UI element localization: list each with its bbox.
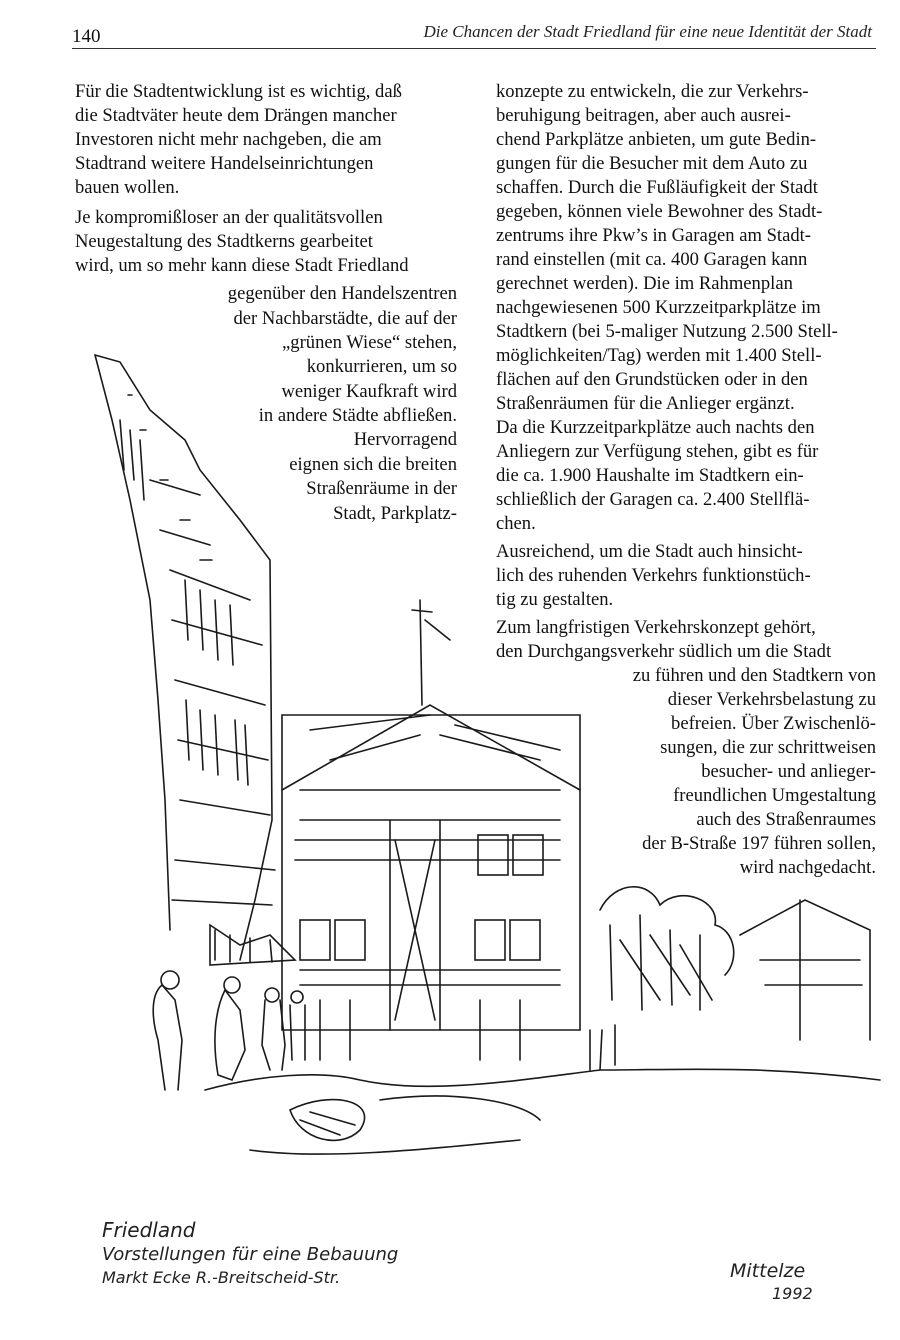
paragraph-line: nachgewiesenen 500 Kurzzeitparkplätze im bbox=[496, 297, 821, 318]
paragraph-line: gerechnet werden). Die im Rahmenplan bbox=[496, 273, 793, 294]
paragraph-line: weniger Kaufkraft wird bbox=[281, 381, 457, 402]
paragraph-line: eignen sich die breiten bbox=[289, 454, 457, 475]
paragraph-line: zentrums ihre Pkw’s in Garagen am Stadt- bbox=[496, 225, 811, 246]
paragraph-line: Straßenräume in der bbox=[306, 478, 457, 499]
paragraph-line: Straßenräumen für die Anlieger ergänzt. bbox=[496, 393, 795, 414]
paragraph-line: Stadt, Parkplatz- bbox=[333, 503, 457, 524]
paragraph-line: bauen wollen. bbox=[75, 177, 180, 198]
paragraph-line: konzepte zu entwickeln, die zur Verkehrs- bbox=[496, 81, 809, 102]
paragraph-line: „grünen Wiese“ stehen, bbox=[282, 332, 457, 353]
sketch-caption-line: Markt Ecke R.-Breitscheid-Str. bbox=[102, 1268, 341, 1287]
paragraph-line: konkurrieren, um so bbox=[306, 356, 457, 377]
page-number: 140 bbox=[72, 26, 101, 47]
sketch-caption-line: Vorstellungen für eine Bebauung bbox=[102, 1244, 399, 1265]
running-head: Die Chancen der Stadt Friedland für eine neue Identität der Stadt bbox=[423, 22, 872, 41]
paragraph-line: sungen, die zur schrittweisen bbox=[660, 737, 876, 758]
paragraph-line: schaffen. Durch die Fußläufigkeit der Stadt bbox=[496, 177, 818, 198]
artist-signature: Mittelze bbox=[730, 1260, 806, 1282]
paragraph-line: chen. bbox=[496, 513, 536, 534]
paragraph-line: flächen auf den Grundstücken oder in den bbox=[496, 369, 808, 390]
paragraph-line: in andere Städte abfließen. bbox=[258, 405, 457, 426]
paragraph-line: Da die Kurzzeitparkplätze auch nachts den bbox=[496, 417, 815, 438]
paragraph-line: Investoren nicht mehr nachgeben, die am bbox=[75, 129, 382, 150]
paragraph-line: dieser Verkehrsbelastung zu bbox=[667, 689, 876, 710]
paragraph-line: Ausreichend, um die Stadt auch hinsicht- bbox=[496, 541, 803, 562]
paragraph-line: freundlichen Umgestaltung bbox=[673, 785, 876, 806]
paragraph-line: tig zu gestalten. bbox=[496, 589, 614, 610]
paragraph-line: Anliegern zur Verfügung stehen, gibt es für bbox=[496, 441, 819, 462]
paragraph-line: Je kompromißloser an der qualitätsvollen bbox=[75, 207, 383, 228]
paragraph-line: Hervorragend bbox=[353, 429, 457, 450]
paragraph-line: Stadtkern (bei 5-maliger Nutzung 2.500 Stell- bbox=[496, 321, 838, 342]
paragraph-line: beruhigung beitragen, aber auch ausrei- bbox=[496, 105, 791, 126]
paragraph-line: chend Parkplätze anbieten, um gute Bedin- bbox=[496, 129, 817, 150]
signature-year: 1992 bbox=[772, 1284, 813, 1303]
paragraph-line: wird, um so mehr kann diese Stadt Friedland bbox=[75, 255, 409, 276]
paragraph-line: der Nachbarstädte, die auf der bbox=[233, 308, 457, 329]
paragraph-line: wird nachgedacht. bbox=[739, 857, 876, 878]
paragraph-line: gegenüber den Handelszentren bbox=[227, 283, 457, 304]
paragraph-line: Für die Stadtentwicklung ist es wichtig, daß bbox=[75, 81, 402, 102]
paragraph-line: besucher- und anlieger- bbox=[701, 761, 876, 782]
paragraph-line: gungen für die Besucher mit dem Auto zu bbox=[496, 153, 808, 174]
sketch-caption-title: Friedland bbox=[102, 1218, 196, 1242]
paragraph-line: zu führen und den Stadtkern von bbox=[632, 665, 876, 686]
paragraph-line: lich des ruhenden Verkehrs funktionstüch- bbox=[496, 565, 811, 586]
paragraph-line: Neugestaltung des Stadtkerns gearbeitet bbox=[75, 231, 373, 252]
paragraph-line: der B-Straße 197 führen sollen, bbox=[642, 833, 876, 854]
paragraph-line: Zum langfristigen Verkehrskonzept gehört, bbox=[496, 617, 816, 638]
paragraph-line: Stadtrand weitere Handelseinrichtungen bbox=[75, 153, 374, 174]
paragraph-line: möglichkeiten/Tag) werden mit 1.400 Stell- bbox=[496, 345, 822, 366]
paragraph-line: die ca. 1.900 Haushalte im Stadtkern ein- bbox=[496, 465, 804, 486]
paragraph-line: den Durchgangsverkehr südlich um die Stadt bbox=[496, 641, 832, 662]
paragraph-line: die Stadtväter heute dem Drängen mancher bbox=[75, 105, 397, 126]
paragraph-line: gegeben, können viele Bewohner des Stadt- bbox=[496, 201, 823, 222]
paragraph-line: rand einstellen (mit ca. 400 Garagen kann bbox=[496, 249, 808, 270]
paragraph-line: auch des Straßenraumes bbox=[696, 809, 876, 830]
paragraph-line: schließlich der Garagen ca. 2.400 Stellflä- bbox=[496, 489, 810, 510]
paragraph-line: befreien. Über Zwischenlö- bbox=[671, 713, 876, 734]
